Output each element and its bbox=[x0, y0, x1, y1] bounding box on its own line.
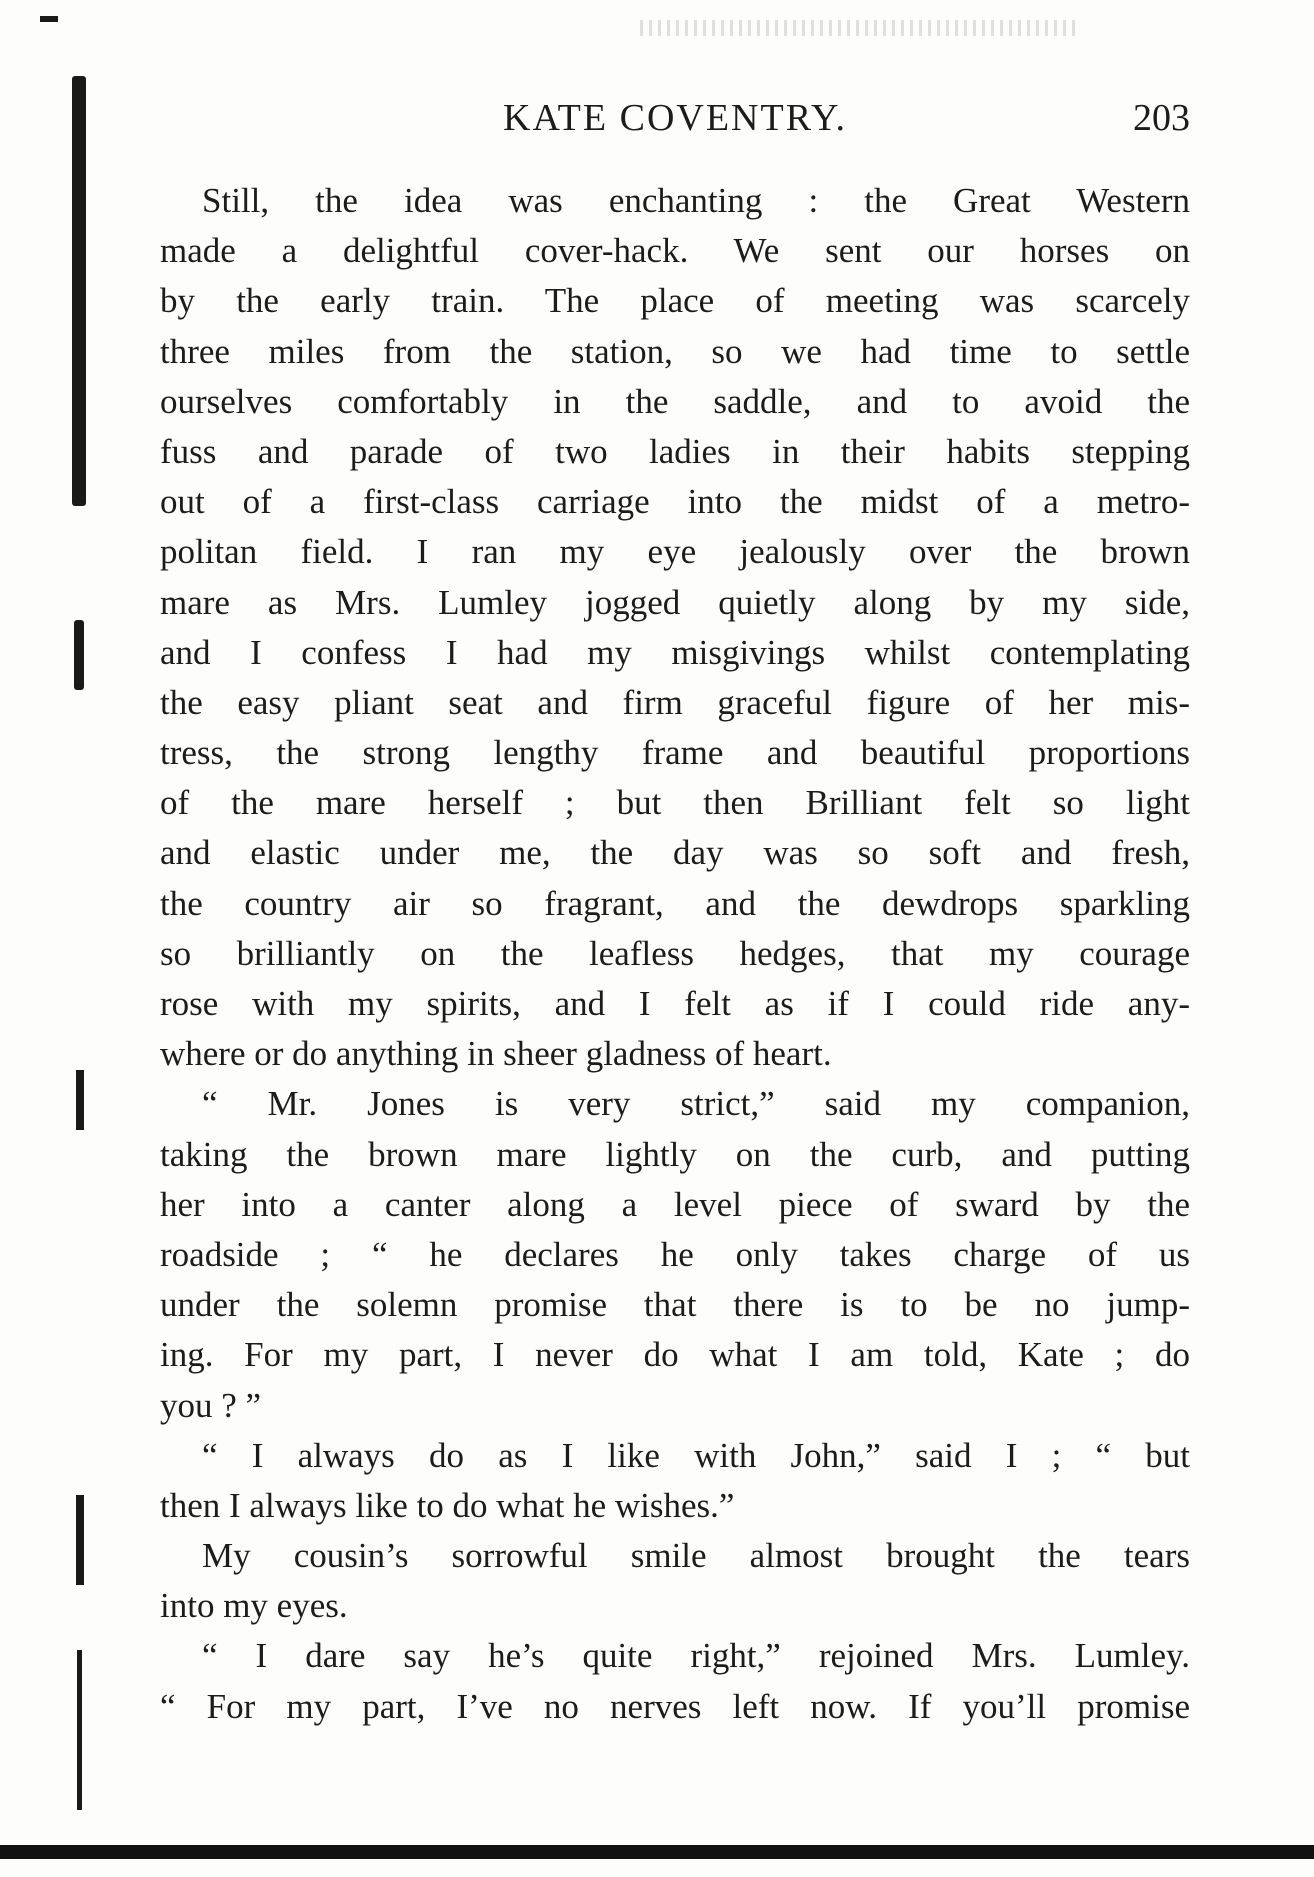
scan-artifact-mark bbox=[40, 16, 58, 22]
text-line: where or do anything in sheer gladness of heart. bbox=[160, 1034, 832, 1074]
page-number: 203 bbox=[1133, 97, 1190, 139]
text-line: the easy pliant seat and firm graceful figure of her mis- bbox=[160, 682, 1190, 722]
text-line: taking the brown mare lightly on the curb, and putting bbox=[160, 1134, 1190, 1174]
text-line: out of a first-class carriage into the midst of a metro- bbox=[160, 482, 1190, 522]
page-header bbox=[160, 96, 1190, 146]
text-line: roadside ; “ he declares he only takes charge of us bbox=[160, 1234, 1190, 1274]
scan-speckle bbox=[640, 20, 1080, 36]
text-line: by the early train. The place of meeting was scarcely bbox=[160, 281, 1190, 321]
scan-artifact-mark bbox=[77, 1650, 82, 1810]
text-line: “ Mr. Jones is very strict,” said my companion, bbox=[202, 1084, 1190, 1124]
text-line: the country air so fragrant, and the dewdrops sparkling bbox=[160, 883, 1190, 923]
scan-bottom-edge bbox=[0, 1845, 1314, 1859]
scan-artifact-mark bbox=[72, 76, 86, 506]
scan-artifact-mark bbox=[76, 1495, 84, 1585]
text-line: Still, the idea was enchanting : the Great Western bbox=[202, 181, 1190, 220]
running-title: KATE COVENTRY. bbox=[503, 97, 847, 139]
body-text bbox=[160, 176, 1190, 1732]
text-line: ing. For my part, I never do what I am told, Kate ; do bbox=[160, 1335, 1190, 1375]
text-line: so brilliantly on the leafless hedges, that my courage bbox=[160, 933, 1190, 973]
text-line: and elastic under me, the day was so soft and fresh, bbox=[160, 833, 1190, 873]
scan-artifact-mark bbox=[74, 620, 84, 690]
text-line: politan field. I ran my eye jealously over the brown bbox=[160, 532, 1190, 572]
text-line: ourselves comfortably in the saddle, and to avoid the bbox=[160, 381, 1190, 421]
text-line: into my eyes. bbox=[160, 1586, 348, 1626]
text-line: fuss and parade of two ladies in their habits stepping bbox=[160, 431, 1190, 471]
text-line: made a delightful cover-hack. We sent our horses on bbox=[160, 231, 1190, 271]
text-line: you ? ” bbox=[160, 1385, 262, 1425]
text-line: My cousin’s sorrowful smile almost brought the tears bbox=[202, 1536, 1190, 1576]
text-line: tress, the strong lengthy frame and beautiful proportions bbox=[160, 733, 1190, 773]
text-line: her into a canter along a level piece of sward by the bbox=[160, 1184, 1190, 1224]
text-line: mare as Mrs. Lumley jogged quietly along by my side, bbox=[160, 582, 1190, 622]
text-line: rose with my spirits, and I felt as if I could ride any- bbox=[160, 984, 1190, 1023]
text-line: three miles from the station, so we had time to settle bbox=[160, 331, 1190, 371]
text-line: of the mare herself ; but then Brilliant felt so light bbox=[160, 783, 1190, 823]
text-line: then I always like to do what he wishes.” bbox=[160, 1485, 735, 1525]
scan-artifact-mark bbox=[76, 1070, 84, 1130]
text-line: “ I always do as I like with John,” said I ; “ but bbox=[202, 1435, 1190, 1475]
text-line: “ I dare say he’s quite right,” rejoined Mrs. Lumley. bbox=[202, 1636, 1190, 1676]
text-line: under the solemn promise that there is to be no jump- bbox=[160, 1285, 1190, 1325]
text-line: “ For my part, I’ve no nerves left now. If you’ll promise bbox=[160, 1686, 1190, 1726]
text-line: and I confess I had my misgivings whilst contemplating bbox=[160, 632, 1190, 672]
